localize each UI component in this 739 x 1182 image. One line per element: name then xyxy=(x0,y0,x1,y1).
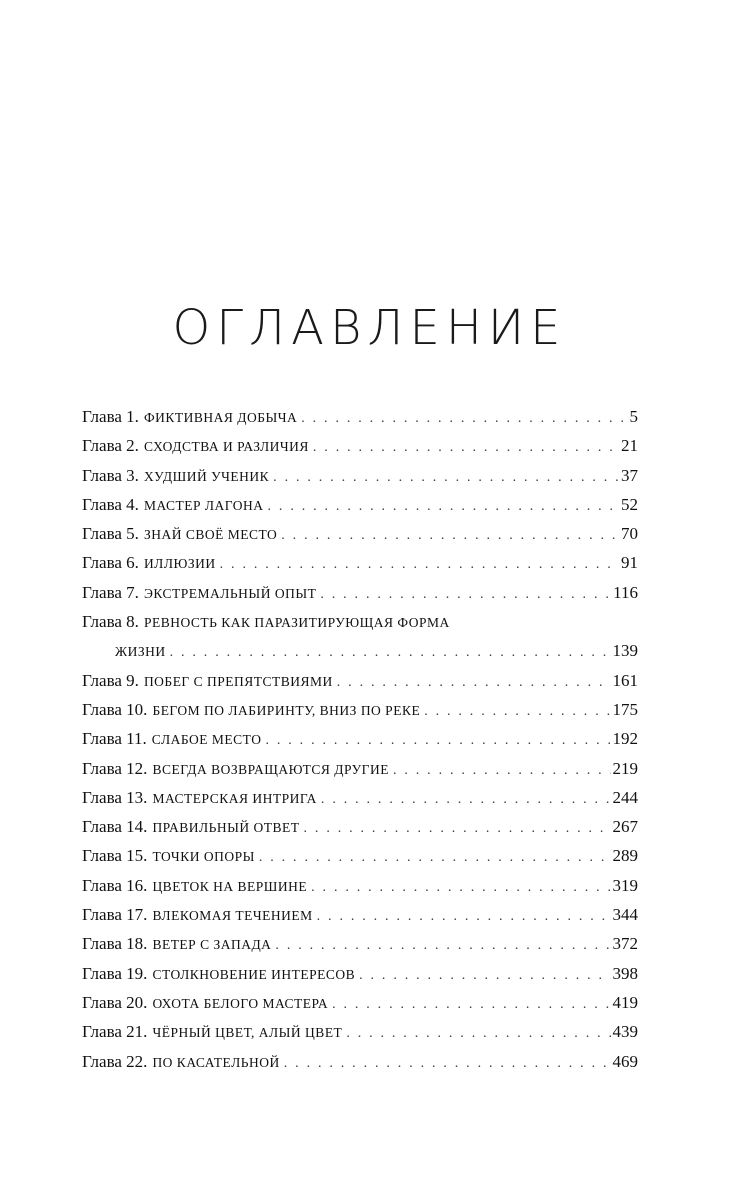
toc-entry[interactable] xyxy=(82,607,638,666)
dot-leader xyxy=(170,638,611,667)
chapter-number: Глава 6. xyxy=(82,553,139,573)
chapter-title: ПОБЕГ С ПРЕПЯТСТВИЯМИ xyxy=(143,673,333,689)
chapter-number: Глава 18. xyxy=(82,934,148,954)
page-number: 267 xyxy=(612,817,638,837)
dot-leader xyxy=(311,873,610,902)
dot-leader xyxy=(304,814,611,843)
page-number: 419 xyxy=(612,992,638,1012)
chapter-number: Глава 4. xyxy=(82,494,139,514)
chapter-title: СЛАБОЕ МЕСТО xyxy=(151,732,262,748)
chapter-title: ЦВЕТОК НА ВЕРШИНЕ xyxy=(152,878,308,894)
toc-entry[interactable] xyxy=(82,959,638,988)
toc-entry[interactable] xyxy=(82,1017,638,1046)
dot-leader xyxy=(359,961,610,990)
chapter-title: ЧЁРНЫЙ ЦВЕТ, АЛЫЙ ЦВЕТ xyxy=(152,1025,343,1041)
page-number: 161 xyxy=(612,670,638,690)
chapter-title: ВЛЕКОМАЯ ТЕЧЕНИЕМ xyxy=(152,908,313,924)
dot-leader xyxy=(320,580,611,609)
toc-entry[interactable] xyxy=(82,666,638,695)
chapter-number: Глава 16. xyxy=(82,875,148,895)
dot-leader xyxy=(259,843,611,872)
page-number: 21 xyxy=(621,436,638,456)
page-number: 398 xyxy=(612,963,638,983)
dot-leader xyxy=(220,550,619,579)
chapter-title: ВСЕГДА ВОЗВРАЩАЮТСЯ ДРУГИЕ xyxy=(152,761,389,777)
chapter-title: ТОЧКИ ОПОРЫ xyxy=(152,849,255,865)
chapter-number: Глава 11. xyxy=(82,729,147,749)
chapter-number: Глава 12. xyxy=(82,758,148,778)
chapter-title: ВЕТЕР С ЗАПАДА xyxy=(152,937,272,953)
chapter-title: РЕВНОСТЬ КАК ПАРАЗИТИРУЮЩАЯ ФОРМА xyxy=(143,615,450,631)
chapter-number: Глава 8. xyxy=(82,612,139,632)
chapter-number: Глава 3. xyxy=(82,465,139,485)
chapter-title: ОХОТА БЕЛОГО МАСТЕРА xyxy=(152,995,329,1011)
toc-entry[interactable] xyxy=(82,402,638,431)
page-number: 244 xyxy=(612,787,638,807)
toc-entry[interactable] xyxy=(82,841,638,870)
chapter-title: ХУДШИЙ УЧЕНИК xyxy=(143,468,270,484)
page-number: 37 xyxy=(621,465,638,485)
dot-leader xyxy=(424,697,610,726)
page-number: 372 xyxy=(612,934,638,954)
chapter-title: ИЛЛЮЗИИ xyxy=(143,556,216,572)
toc-entry[interactable] xyxy=(82,988,638,1017)
page-title: ОГЛАВЛЕНИЕ xyxy=(172,300,567,356)
toc-entry[interactable] xyxy=(82,490,638,519)
dot-leader xyxy=(332,990,610,1019)
toc-entry[interactable] xyxy=(82,783,638,812)
chapter-number: Глава 5. xyxy=(82,524,139,544)
toc-entry[interactable] xyxy=(82,461,638,490)
page-number: 70 xyxy=(621,524,638,544)
chapter-number: Глава 9. xyxy=(82,670,139,690)
table-of-contents xyxy=(82,402,638,1076)
page-number: 289 xyxy=(612,846,638,866)
chapter-title: СХОДСТВА И РАЗЛИЧИЯ xyxy=(143,439,309,455)
chapter-title: МАСТЕР ЛАГОНА xyxy=(143,497,264,513)
dot-leader xyxy=(337,668,611,697)
chapter-title: ФИКТИВНАЯ ДОБЫЧА xyxy=(143,410,298,425)
toc-entry[interactable] xyxy=(82,695,638,724)
page-number: 469 xyxy=(612,1051,638,1071)
page-number: 91 xyxy=(621,553,638,573)
chapter-title: ЭКСТРЕМАЛЬНЫЙ ОПЫТ xyxy=(143,585,317,601)
toc-entry[interactable] xyxy=(82,578,638,607)
chapter-number: Глава 19. xyxy=(82,963,148,983)
dot-leader xyxy=(273,463,619,492)
chapter-title: ПРАВИЛЬНЫЙ ОТВЕТ xyxy=(152,820,300,836)
dot-leader xyxy=(284,1049,611,1078)
chapter-title: МАСТЕРСКАЯ ИНТРИГА xyxy=(152,790,317,806)
dot-leader xyxy=(265,726,610,755)
chapter-title: ПО КАСАТЕЛЬНОЙ xyxy=(152,1054,280,1070)
page-number: 319 xyxy=(612,875,638,895)
chapter-number: Глава 17. xyxy=(82,905,148,925)
toc-entry[interactable] xyxy=(82,1047,638,1076)
toc-entry[interactable] xyxy=(82,431,638,460)
chapter-title: БЕГОМ ПО ЛАБИРИНТУ, ВНИЗ ПО РЕКЕ xyxy=(152,702,421,718)
chapter-title: ЗНАЙ СВОЁ МЕСТО xyxy=(143,527,278,543)
chapter-number: Глава 22. xyxy=(82,1051,148,1071)
page-number: 139 xyxy=(612,641,638,661)
page-number: 116 xyxy=(613,582,638,602)
dot-leader xyxy=(313,433,619,462)
chapter-title-continuation: ЖИЗНИ xyxy=(115,644,166,660)
chapter-number: Глава 21. xyxy=(82,1022,148,1042)
toc-entry[interactable] xyxy=(82,812,638,841)
chapter-number: Глава 14. xyxy=(82,817,148,837)
chapter-title: СТОЛКНОВЕНИЕ ИНТЕРЕСОВ xyxy=(152,966,356,982)
page-number: 175 xyxy=(612,699,638,719)
toc-entry[interactable] xyxy=(82,929,638,958)
page-number: 192 xyxy=(612,729,638,749)
page-number: 52 xyxy=(621,494,638,514)
dot-leader xyxy=(281,521,619,550)
chapter-number: Глава 13. xyxy=(82,787,148,807)
page-number: 439 xyxy=(612,1022,638,1042)
dot-leader xyxy=(268,492,619,521)
page-number: 5 xyxy=(629,407,638,426)
toc-entry[interactable] xyxy=(82,724,638,753)
chapter-number: Глава 1. xyxy=(82,407,139,426)
toc-entry[interactable] xyxy=(82,548,638,577)
toc-entry[interactable] xyxy=(82,871,638,900)
chapter-number: Глава 10. xyxy=(82,699,148,719)
dot-leader xyxy=(301,404,627,433)
page-number: 219 xyxy=(612,758,638,778)
chapter-number: Глава 15. xyxy=(82,846,148,866)
toc-entry[interactable] xyxy=(82,754,638,783)
dot-leader xyxy=(393,756,611,785)
chapter-number: Глава 7. xyxy=(82,582,139,602)
dot-leader xyxy=(321,785,611,814)
toc-entry[interactable] xyxy=(82,900,638,929)
dot-leader xyxy=(317,902,611,931)
chapter-number: Глава 2. xyxy=(82,436,139,456)
page-number: 344 xyxy=(612,905,638,925)
dot-leader xyxy=(346,1019,610,1048)
toc-entry[interactable] xyxy=(82,519,638,548)
chapter-number: Глава 20. xyxy=(82,992,148,1012)
dot-leader xyxy=(275,931,610,960)
